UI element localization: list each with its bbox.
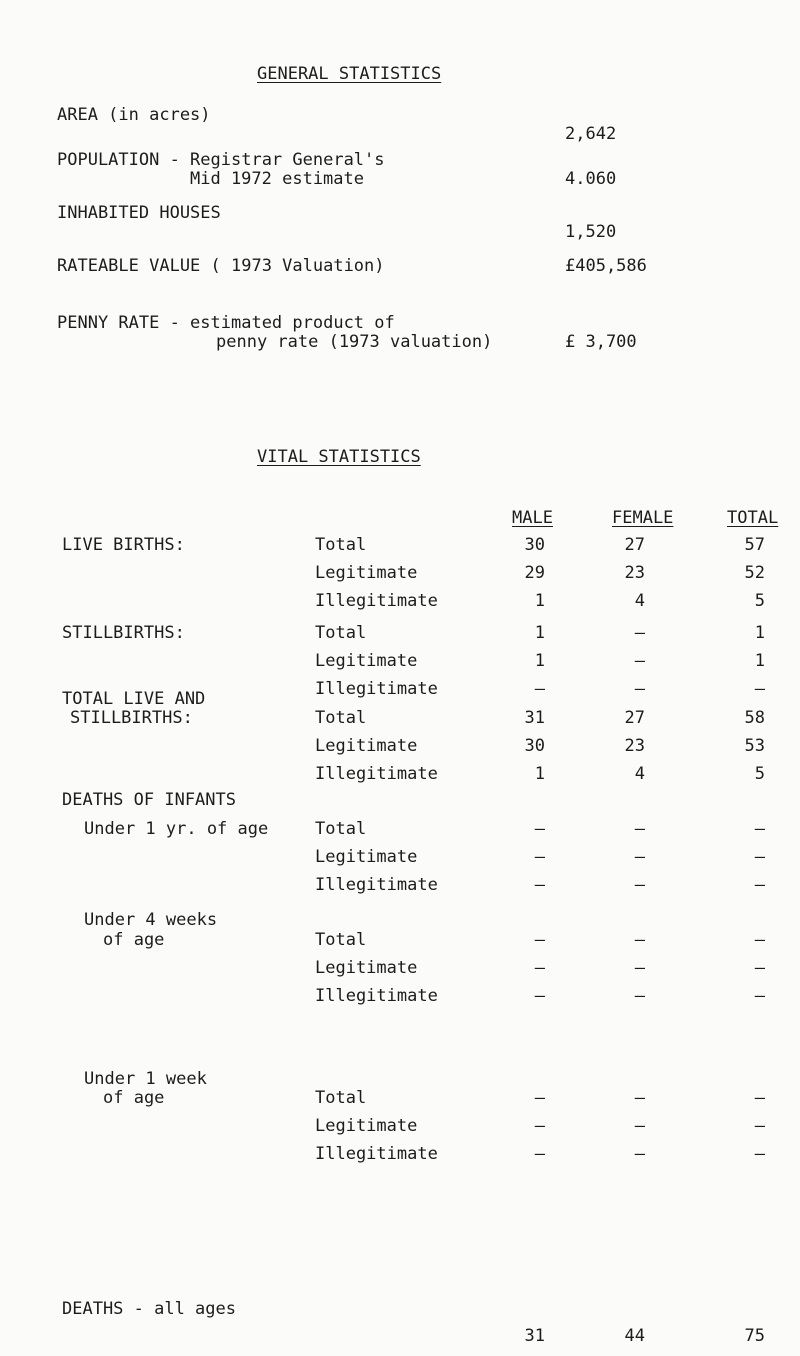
live-births-row-label: Legitimate (315, 563, 418, 583)
all-deaths-total: 75 (744, 1326, 765, 1346)
vital-title: VITAL STATISTICS (257, 447, 421, 467)
live-births-female: 27 (624, 535, 645, 555)
under-1wk-female: – (634, 1088, 645, 1108)
general-title: GENERAL STATISTICS (257, 64, 442, 84)
under-1wk-female: – (634, 1116, 645, 1136)
under-4wk-female: – (634, 958, 645, 978)
live-births-row-label: Total (315, 535, 367, 555)
under-1wk-row-label: Legitimate (315, 1116, 418, 1136)
total-live-still-male: 31 (524, 708, 545, 728)
stillbirths-female: – (634, 679, 645, 699)
under-1yr-male: – (534, 847, 545, 867)
under-1yr-row-label: Illegitimate (315, 875, 438, 895)
stillbirths-male: 1 (534, 651, 545, 671)
under-4wk-total: – (754, 930, 765, 950)
under-1wk-row-label: Illegitimate (315, 1144, 438, 1164)
total-live-still-female: 23 (624, 736, 645, 756)
total-live-still-male: 1 (534, 764, 545, 784)
stillbirths-male: 1 (534, 623, 545, 643)
total-live-still-row-label: Legitimate (315, 736, 418, 756)
live-births-label: LIVE BIRTHS: (62, 535, 185, 555)
under-1wk-female: – (634, 1144, 645, 1164)
under-1wk-row-label: Total (315, 1088, 367, 1108)
stillbirths-label: STILLBIRTHS: (62, 623, 185, 643)
houses-value: 1,520 (565, 222, 617, 242)
stillbirths-male: – (534, 679, 545, 699)
under-1yr-male: – (534, 875, 545, 895)
under-1wk-total: – (754, 1144, 765, 1164)
col-total: TOTAL (727, 508, 779, 528)
penny-rate-label-2: penny rate (1973 valuation) (216, 332, 493, 352)
under-4wk-label-1: Under 4 weeks (84, 910, 218, 930)
under-4wk-label-2: of age (103, 930, 165, 950)
under-1wk-label-2: of age (103, 1088, 165, 1108)
under-4wk-total: – (754, 986, 765, 1006)
houses-label: INHABITED HOUSES (57, 203, 221, 223)
all-deaths-male: 31 (524, 1326, 545, 1346)
all-deaths-female: 44 (624, 1326, 645, 1346)
penny-rate-value: £ 3,700 (565, 332, 637, 352)
total-live-still-total: 53 (744, 736, 765, 756)
live-births-total: 52 (744, 563, 765, 583)
total-live-still-female: 27 (624, 708, 645, 728)
total-live-still-male: 30 (524, 736, 545, 756)
under-4wk-female: – (634, 930, 645, 950)
live-births-male: 1 (534, 591, 545, 611)
area-value: 2,642 (565, 124, 617, 144)
stillbirths-row-label: Total (315, 623, 367, 643)
stillbirths-female: – (634, 651, 645, 671)
under-1yr-female: – (634, 875, 645, 895)
stillbirths-total: 1 (754, 623, 765, 643)
live-births-male: 30 (524, 535, 545, 555)
live-births-female: 23 (624, 563, 645, 583)
live-births-total: 57 (744, 535, 765, 555)
rateable-value: £405,586 (565, 256, 647, 276)
under-1yr-female: – (634, 847, 645, 867)
under-1wk-male: – (534, 1144, 545, 1164)
live-births-male: 29 (524, 563, 545, 583)
under-1wk-label-1: Under 1 week (84, 1069, 207, 1089)
population-label-1: POPULATION - Registrar General's (57, 150, 385, 170)
under-4wk-total: – (754, 958, 765, 978)
under-1yr-label: Under 1 yr. of age (84, 819, 269, 839)
rateable-label: RATEABLE VALUE ( 1973 Valuation) (57, 256, 385, 276)
under-4wk-female: – (634, 986, 645, 1006)
total-live-still-label-1: TOTAL LIVE AND (62, 689, 206, 709)
col-female: FEMALE (612, 508, 674, 528)
total-live-still-label-2: STILLBIRTHS: (70, 708, 193, 728)
area-label: AREA (in acres) (57, 105, 211, 125)
population-label-2: Mid 1972 estimate (190, 169, 364, 189)
under-4wk-male: – (534, 986, 545, 1006)
under-1wk-total: – (754, 1088, 765, 1108)
under-4wk-row-label: Illegitimate (315, 986, 438, 1006)
stillbirths-row-label: Legitimate (315, 651, 418, 671)
stillbirths-total: – (754, 679, 765, 699)
under-1yr-male: – (534, 819, 545, 839)
under-1yr-female: – (634, 819, 645, 839)
live-births-row-label: Illegitimate (315, 591, 438, 611)
under-1yr-total: – (754, 875, 765, 895)
under-1wk-male: – (534, 1116, 545, 1136)
under-1yr-row-label: Total (315, 819, 367, 839)
under-1yr-total: – (754, 847, 765, 867)
under-4wk-row-label: Total (315, 930, 367, 950)
stillbirths-row-label: Illegitimate (315, 679, 438, 699)
total-live-still-total: 58 (744, 708, 765, 728)
live-births-female: 4 (634, 591, 645, 611)
under-1yr-total: – (754, 819, 765, 839)
under-1yr-row-label: Legitimate (315, 847, 418, 867)
total-live-still-row-label: Illegitimate (315, 764, 438, 784)
infant-deaths-label: DEATHS OF INFANTS (62, 790, 236, 810)
under-1wk-male: – (534, 1088, 545, 1108)
col-male: MALE (512, 508, 553, 528)
stillbirths-female: – (634, 623, 645, 643)
total-live-still-total: 5 (754, 764, 765, 784)
all-deaths-label: DEATHS - all ages (62, 1299, 236, 1319)
under-4wk-male: – (534, 958, 545, 978)
total-live-still-row-label: Total (315, 708, 367, 728)
under-4wk-row-label: Legitimate (315, 958, 418, 978)
penny-rate-label-1: PENNY RATE - estimated product of (57, 313, 395, 333)
stillbirths-total: 1 (754, 651, 765, 671)
live-births-total: 5 (754, 591, 765, 611)
under-1wk-total: – (754, 1116, 765, 1136)
under-4wk-male: – (534, 930, 545, 950)
population-value: 4.060 (565, 169, 617, 189)
total-live-still-female: 4 (634, 764, 645, 784)
